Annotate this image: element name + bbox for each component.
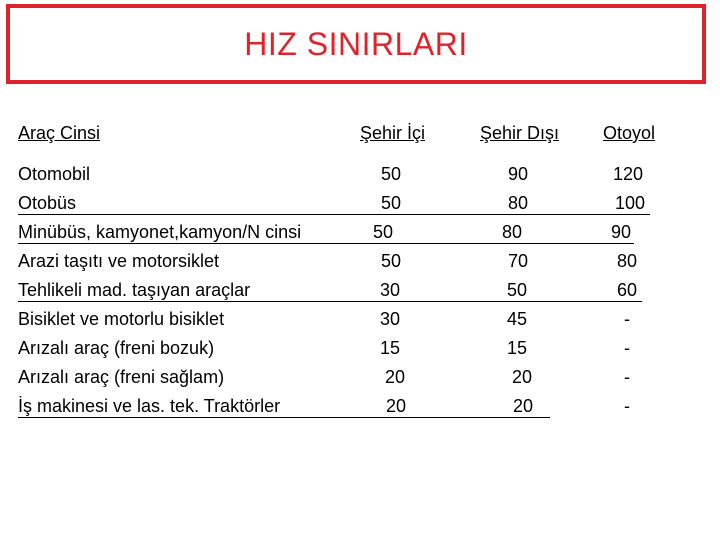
header-rural: Şehir Dışı xyxy=(480,123,560,143)
table-row-7-vehicle: Arızalı araç (freni sağlam) xyxy=(18,367,225,387)
header-vehicle-type: Araç Cinsi xyxy=(18,123,101,143)
table-row-0-highway: 120 xyxy=(613,164,644,184)
table-row-8-rural: 20 xyxy=(513,396,534,416)
table-row-1-rural: 80 xyxy=(508,193,529,213)
row-8-underline xyxy=(18,417,550,418)
table-row-0-vehicle: Otomobil xyxy=(18,164,91,184)
table-row-2-vehicle: Minübüs, kamyonet,kamyon/N cinsi xyxy=(18,222,302,242)
table-row-5-rural: 45 xyxy=(507,309,528,329)
table-row-3-vehicle: Arazi taşıtı ve motorsiklet xyxy=(18,251,220,271)
table-row-8-urban: 20 xyxy=(386,396,407,416)
table-row-6-vehicle: Arızalı araç (freni bozuk) xyxy=(18,338,215,358)
table-row-2-urban: 50 xyxy=(373,222,394,242)
table-row-0-rural: 90 xyxy=(508,164,529,184)
row-1-underline xyxy=(18,214,650,215)
table-row-1-highway: 100 xyxy=(615,193,646,213)
table-row-6-urban: 15 xyxy=(380,338,401,358)
table-row-8-highway: - xyxy=(624,396,630,416)
table-row-0-urban: 50 xyxy=(381,164,402,184)
table-row-5-vehicle: Bisiklet ve motorlu bisiklet xyxy=(18,309,225,329)
header-highway: Otoyol xyxy=(603,123,656,143)
table-row-1-vehicle: Otobüs xyxy=(18,193,77,213)
header-urban: Şehir İçi xyxy=(360,123,426,143)
table-row-3-urban: 50 xyxy=(381,251,402,271)
table-row-5-urban: 30 xyxy=(380,309,401,329)
table-row-6-rural: 15 xyxy=(507,338,528,358)
title-banner xyxy=(6,4,706,84)
row-4-underline xyxy=(18,301,642,302)
table-row-5-highway: - xyxy=(624,309,630,329)
table-row-4-rural: 50 xyxy=(507,280,528,300)
table-row-2-highway: 90 xyxy=(611,222,632,242)
table-row-7-highway: - xyxy=(624,367,630,387)
table-row-3-rural: 70 xyxy=(508,251,529,271)
table-row-2-rural: 80 xyxy=(502,222,523,242)
table-row-4-highway: 60 xyxy=(617,280,638,300)
row-2-underline xyxy=(18,243,634,244)
table-row-3-highway: 80 xyxy=(617,251,638,271)
table-row-4-vehicle: Tehlikeli mad. taşıyan araçlar xyxy=(18,280,251,300)
table-row-6-highway: - xyxy=(624,338,630,358)
table-row-7-rural: 20 xyxy=(512,367,533,387)
table-row-8-vehicle: İş makinesi ve las. tek. Traktörler xyxy=(18,396,281,416)
table-row-7-urban: 20 xyxy=(385,367,406,387)
page-title: HIZ SINIRLARI xyxy=(244,25,468,62)
table-row-4-urban: 30 xyxy=(380,280,401,300)
table-row-1-urban: 50 xyxy=(381,193,402,213)
